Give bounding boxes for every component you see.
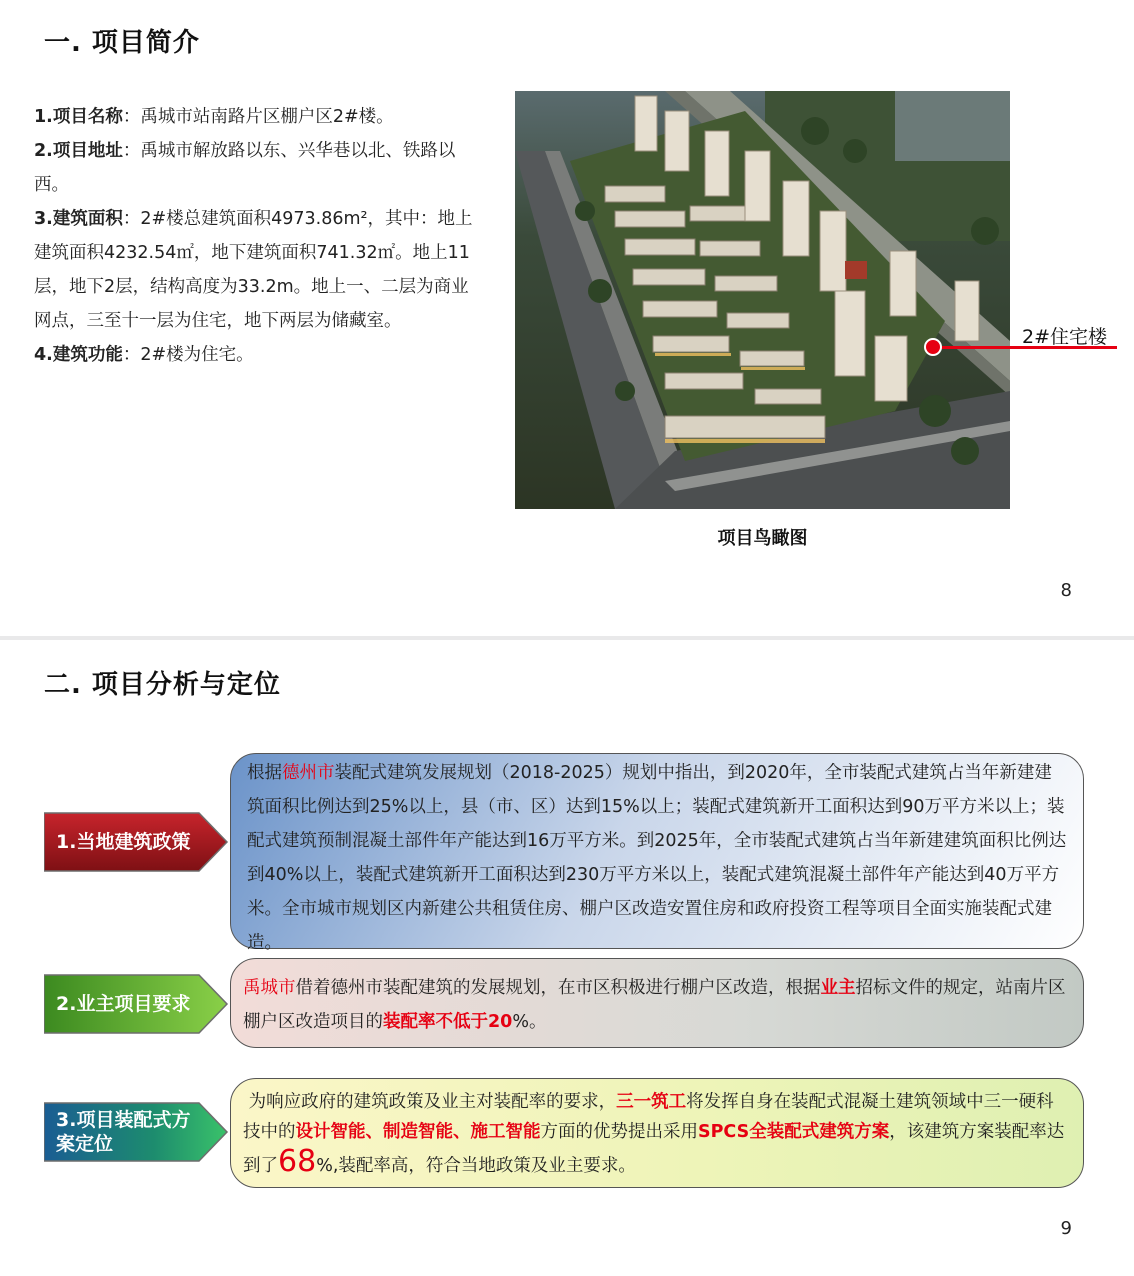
slide-title: 一. 项目简介: [44, 28, 200, 58]
section-tag-positioning: [44, 1101, 229, 1163]
info-item-name: 1.项目名称：禹城市站南路片区棚户区2#楼。: [34, 107, 394, 127]
info-item-function: 4.建筑功能：2#楼为住宅。: [34, 345, 254, 365]
policy-description-box: [230, 753, 1084, 953]
info-item-area: 3.建筑面积：2#楼总建筑面积4973.86m²，其中：地上建筑面积4232.54㎡，地下建筑面积741.32㎡。地上11层，地下2层，结构高度为33.2m。地上一、二层为商业网点，三至十一层为住宅，地下两层为储藏室。: [34, 209, 473, 331]
section-tag-owner-requirement: [44, 973, 229, 1035]
slide-title: 二. 项目分析与定位: [44, 670, 281, 700]
info-item-address: 2.项目地址：禹城市解放路以东、兴华巷以北、铁路以西。: [34, 141, 456, 195]
slide-8: [0, 0, 1134, 636]
policy-paragraph: 根据德州市装配式建筑发展规划（2018-2025）规划中指出，到2020年，全市装配式建筑占当年新建建筑面积比例达到25%以上，县（市、区）达到15%以上；装配式建筑新开工面积达到90万平方米以上；装配式建筑预制混凝土部件年产能达到16万平方米。到2025年，全市装配式建筑占当年新建建筑面积比例达到40%以上，装配式建筑新开工面积达到230万平方米以上，装配式建筑混凝土部件年产能达到40万平方米。全市城市规划区内新建公共租赁住房、棚户区改造安置住房和政府投资工程等项目全面实施装配式建造。: [247, 763, 1067, 953]
owner-requirement-box: [230, 958, 1084, 1048]
section-tag-label: 3.项目装配式方案定位: [56, 1109, 191, 1155]
section-tag-label: 2.业主项目要求: [56, 993, 191, 1015]
section-tag-policy: [44, 811, 229, 873]
callout-marker-icon: [924, 338, 942, 356]
callout-label: 2#住宅楼: [1022, 326, 1108, 348]
slide-9: [0, 640, 1134, 1276]
owner-paragraph: 禹城市借着德州市装配建筑的发展规划，在市区积极进行棚户区改造，根据业主招标文件的规定，站南片区棚户区改造项目的装配率不低于20%。: [243, 978, 1066, 1032]
section-tag-label: 1.当地建筑政策: [56, 831, 191, 853]
page-number: 9: [1060, 1218, 1072, 1239]
photo-caption: 项目鸟瞰图: [717, 528, 808, 549]
page-number: 8: [1060, 580, 1072, 601]
aerial-rendering-illustration: [515, 91, 1010, 509]
positioning-box: [230, 1078, 1084, 1188]
aerial-rendering-image: [515, 91, 1010, 509]
positioning-paragraph: 为响应政府的建筑政策及业主对装配率的要求，三一筑工将发挥自身在装配式混凝土建筑领域中三一硬科技中的设计智能、制造智能、施工智能方面的优势提出采用SPCS全装配式建筑方案，该建筑方案装配率达到了68%,装配率高，符合当地政策及业主要求。: [243, 1092, 1065, 1179]
project-info-list: [34, 100, 484, 372]
